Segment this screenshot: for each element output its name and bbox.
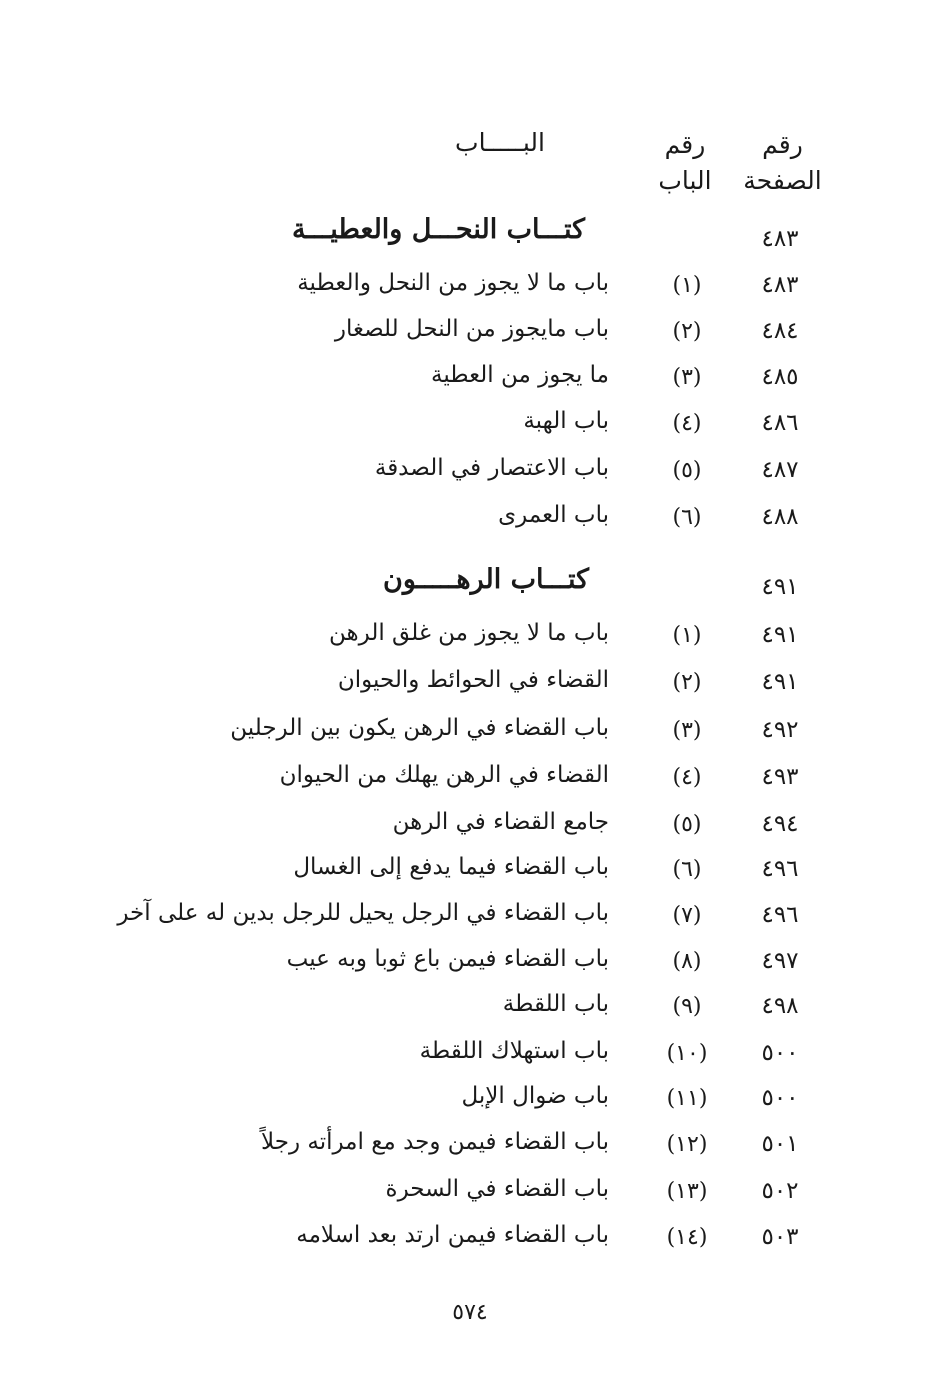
entry-title: باب القضاء في السحرة — [385, 1176, 609, 1202]
entry-page-number: ٥٠١ — [761, 1131, 799, 1157]
chapter-number-column-header: رقم الباب — [658, 130, 712, 195]
entry-chapter-number: (٥) — [672, 812, 702, 837]
entry-title: باب ما لا يجوز من غلق الرهن — [329, 620, 609, 646]
entry-page-number: ٤٨٥ — [761, 364, 799, 390]
entry-page-number: ٤٨٦ — [761, 410, 799, 436]
section-page-number: ٤٨٣ — [761, 226, 799, 252]
entry-chapter-number: (١٤) — [666, 1225, 708, 1250]
entry-chapter-number: (٥) — [672, 458, 702, 483]
entry-chapter-number: (٨) — [672, 949, 702, 974]
entry-title: باب القضاء فيما يدفع إلى الغسال — [293, 854, 609, 880]
entry-page-number: ٤٨٨ — [761, 504, 799, 530]
entry-chapter-number: (١) — [672, 273, 702, 298]
entry-title: باب الهبة — [523, 408, 609, 434]
entry-page-number: ٥٠٣ — [761, 1224, 799, 1250]
entry-title: باب العمرى — [498, 502, 609, 528]
entry-chapter-number: (١١) — [666, 1086, 708, 1111]
entry-title: باب القضاء في الرجل يحيل للرجل بدين له على آخر — [117, 900, 609, 926]
entry-chapter-number: (٦) — [672, 857, 702, 882]
entry-title: باب مايجوز من النحل للصغار — [334, 316, 609, 342]
section-title: كتـــاب النحـــل والعطيـــة — [292, 214, 585, 245]
section-title: كتـــاب الرهـــــون — [383, 564, 589, 595]
entry-chapter-number: (٣) — [672, 365, 702, 390]
entry-title: القضاء في الحوائط والحيوان — [337, 667, 609, 693]
entry-title: باب القضاء فيمن ارتد بعد اسلامه — [296, 1222, 609, 1248]
entry-chapter-number: (٧) — [672, 903, 702, 928]
chapter-title-column-header: البـــــاب — [455, 128, 545, 157]
entry-title: ما يجوز من العطية — [431, 362, 609, 388]
entry-title: باب استهلاك اللقطة — [419, 1038, 609, 1064]
entry-title: باب القضاء في الرهن يكون بين الرجلين — [230, 715, 609, 741]
entry-page-number: ٤٩١ — [761, 669, 799, 695]
page-number-column-header: رقم الصفحة — [743, 130, 822, 195]
entry-chapter-number: (١) — [672, 623, 702, 648]
entry-page-number: ٤٨٤ — [761, 318, 799, 344]
entry-chapter-number: (٢) — [672, 319, 702, 344]
entry-chapter-number: (٢) — [672, 670, 702, 695]
entry-chapter-number: (٩) — [672, 994, 702, 1019]
entry-title: باب ما لا يجوز من النحل والعطية — [297, 270, 609, 296]
entry-chapter-number: (١٢) — [666, 1132, 708, 1157]
entry-page-number: ٤٩٨ — [761, 993, 799, 1019]
entry-page-number: ٤٨٧ — [761, 457, 799, 483]
entry-page-number: ٤٩٣ — [761, 764, 799, 790]
entry-chapter-number: (٤) — [672, 765, 702, 790]
footer-page-number: ٥٧٤ — [452, 1300, 488, 1325]
entry-title: القضاء في الرهن يهلك من الحيوان — [279, 762, 609, 788]
entry-chapter-number: (٣) — [672, 718, 702, 743]
entry-chapter-number: (١٣) — [666, 1179, 708, 1204]
entry-page-number: ٥٠٢ — [761, 1178, 799, 1204]
entry-title: باب اللقطة — [502, 991, 609, 1017]
entry-page-number: ٤٨٣ — [761, 272, 799, 298]
entry-page-number: ٤٩٦ — [761, 902, 799, 928]
entry-title: باب القضاء فيمن باع ثوبا وبه عيب — [286, 946, 609, 972]
entry-chapter-number: (٦) — [672, 505, 702, 530]
entry-chapter-number: (٤) — [672, 411, 702, 436]
entry-page-number: ٤٩١ — [761, 622, 799, 648]
entry-chapter-number: (١٠) — [666, 1041, 708, 1066]
entry-page-number: ٤٩٧ — [761, 948, 799, 974]
section-page-number: ٤٩١ — [761, 574, 799, 600]
entry-page-number: ٥٠٠ — [761, 1085, 799, 1111]
entry-page-number: ٤٩٢ — [761, 717, 799, 743]
entry-page-number: ٥٠٠ — [761, 1040, 799, 1066]
entry-title: باب الاعتصار في الصدقة — [374, 455, 609, 481]
entry-title: جامع القضاء في الرهن — [392, 809, 609, 835]
entry-page-number: ٤٩٤ — [761, 811, 799, 837]
entry-page-number: ٤٩٦ — [761, 856, 799, 882]
entry-title: باب القضاء فيمن وجد مع امرأته رجلاً — [261, 1129, 609, 1155]
entry-title: باب ضوال الإبل — [461, 1083, 609, 1109]
